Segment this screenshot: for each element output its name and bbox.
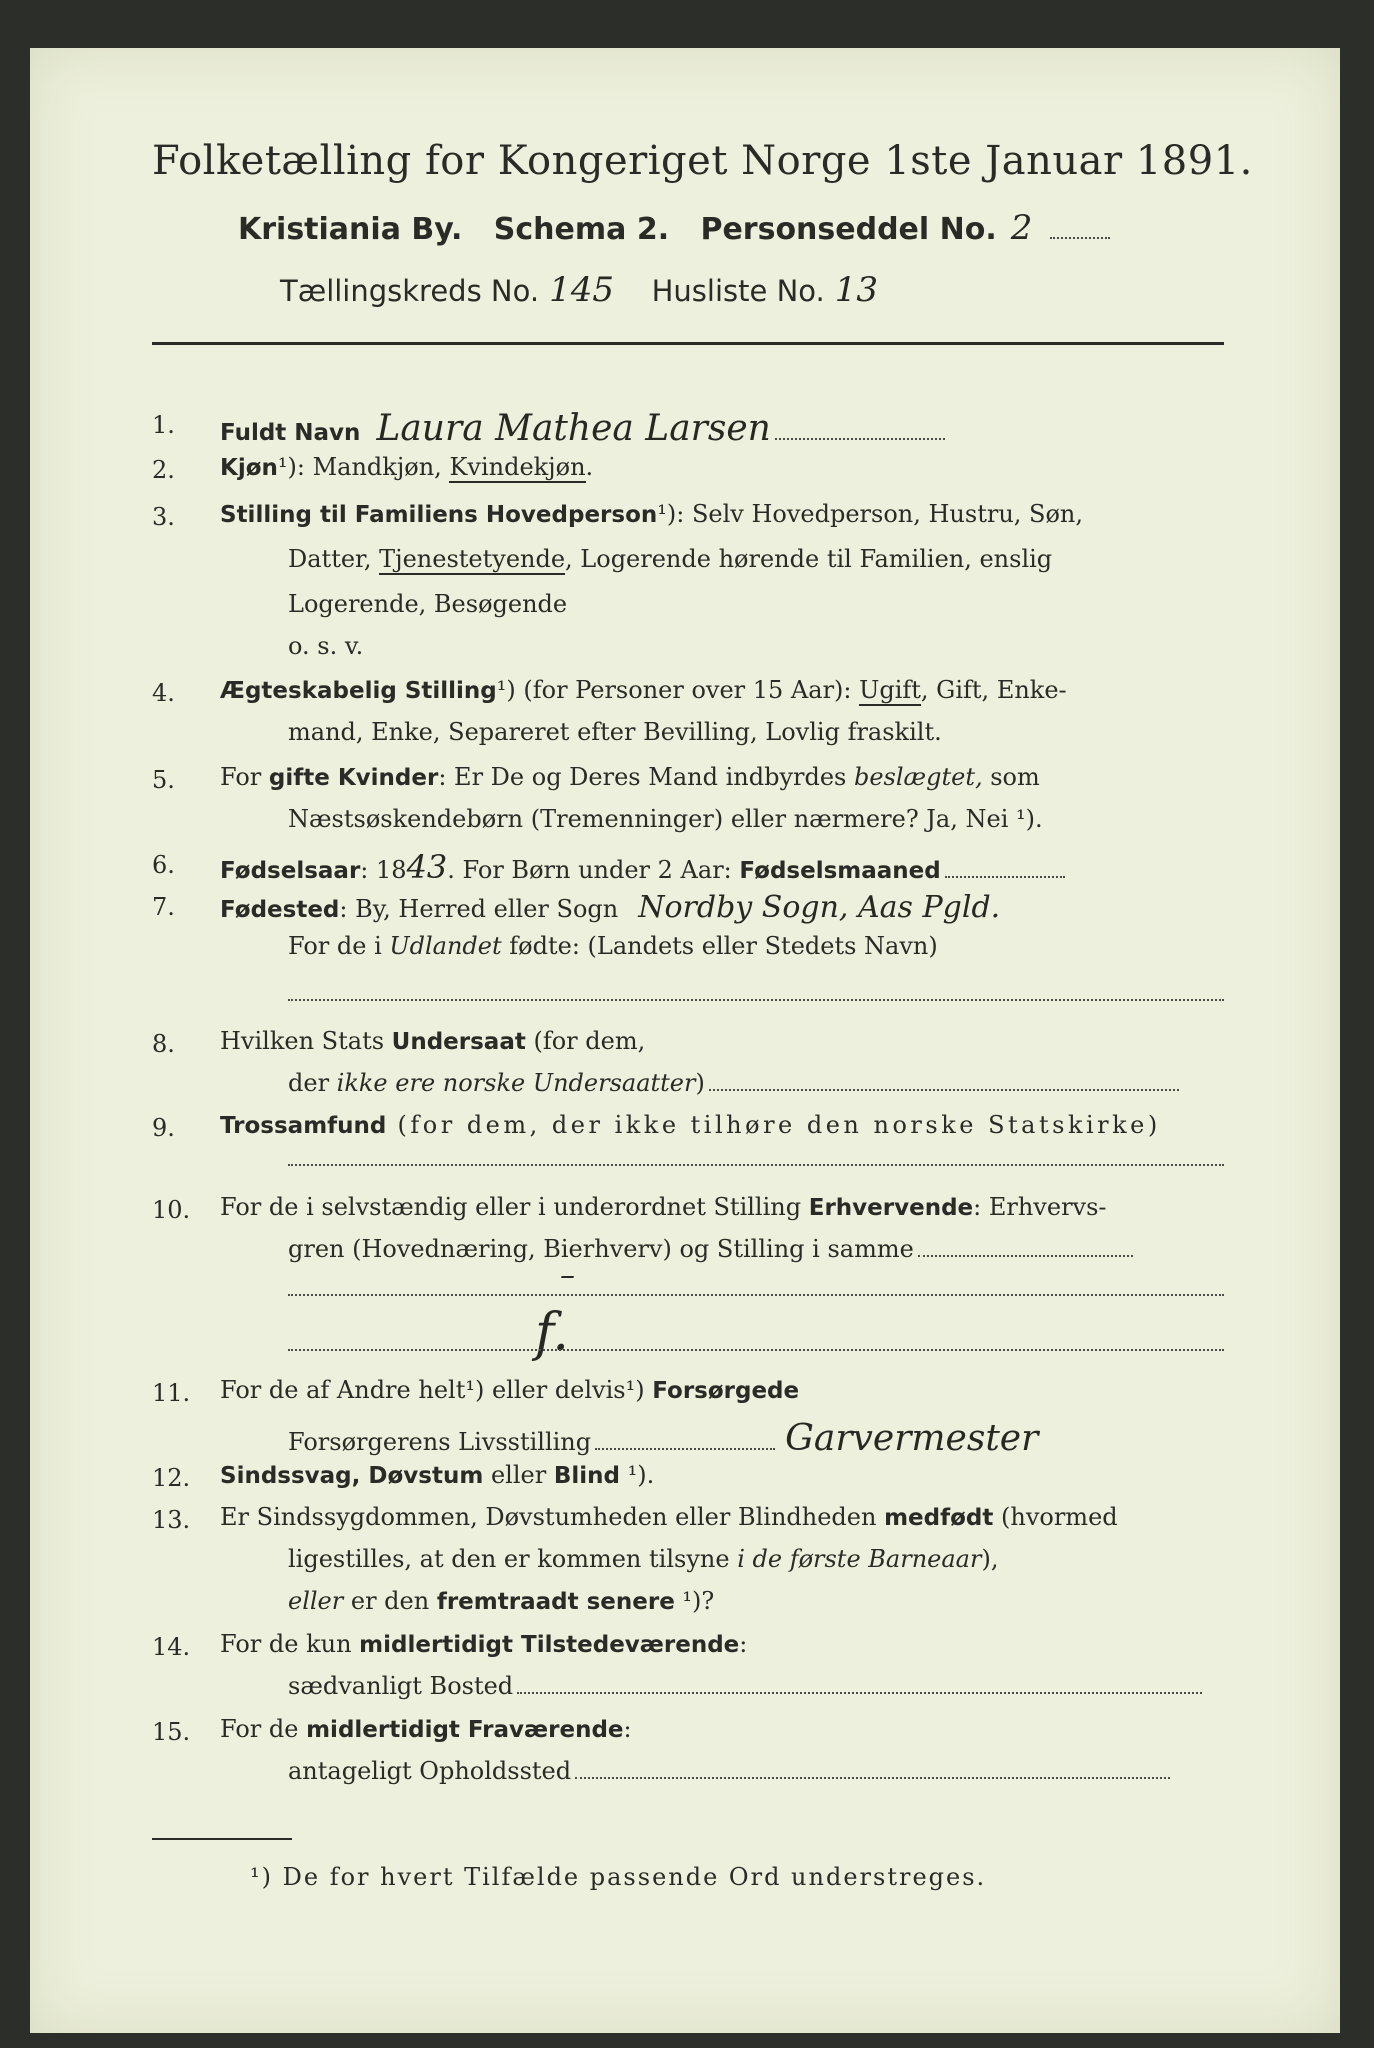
person-no-label: Personseddel No. [700, 212, 997, 247]
item-10-erhverv: For de i selvstændig eller i underordnet Stilling Erhvervende: Erhvervs- [220, 1193, 1107, 1221]
kreds-no-value: 145 [549, 270, 614, 310]
form-title: Folketælling for Kongeriget Norge 1ste Januar 1891. [152, 138, 1253, 184]
item-number: 15. [152, 1718, 191, 1746]
ugift-underlined: Ugift [859, 676, 921, 704]
tjenestetyende-underlined: Tjenestetyende [379, 545, 566, 573]
footnote-rule [152, 1838, 292, 1840]
item-number: 1. [152, 411, 175, 439]
item-number: 7. [152, 893, 175, 921]
item-11-forsorgede: For de af Andre helt¹) eller delvis¹) Forsørgede [220, 1376, 800, 1404]
item-number: 8. [152, 1030, 175, 1058]
item-2-kjon: Kjøn¹): Mandkjøn, Kvindekjøn. [220, 453, 594, 481]
fuldt-navn-label: Fuldt Navn [220, 420, 361, 446]
fodselsaar-value: 43 [406, 848, 448, 886]
kreds-line [280, 270, 888, 310]
dotted-answer-line [288, 1293, 1224, 1296]
fuldt-navn-value: Laura Mathea Larsen [376, 408, 771, 449]
city-label: Kristiania By. [238, 212, 463, 247]
item-8-undersaat: Hvilken Stats Undersaat (for dem, [220, 1027, 646, 1055]
kvindekjon-underlined: Kvindekjøn [449, 453, 586, 481]
item-9-trossamfund: Trossamfund (for dem, der ikke tilhøre den norske Statskirke) [220, 1111, 1161, 1139]
erhverv-value: f. [535, 1303, 569, 1363]
item-number: 3. [152, 503, 175, 531]
item-13-medfodt: Er Sindssygdommen, Døvstumheden eller Blindheden medfødt (hvormed [220, 1503, 1118, 1531]
item-number: 2. [152, 456, 175, 484]
item-number: 5. [152, 766, 175, 794]
subtitle-line [238, 208, 1110, 248]
header-rule [152, 342, 1224, 345]
item-4-aegteskab: Ægteskabelig Stilling¹) (for Personer over 15 Aar): Ugift, Gift, Enke- [220, 676, 1067, 704]
item-number: 13. [152, 1506, 191, 1534]
item-7-fodested: Fødested: By, Herred eller Sogn Nordby Sogn, Aas Pgld. [220, 890, 1001, 925]
footnote: ¹) De for hvert Tilfælde passende Ord understreges. [250, 1863, 987, 1891]
item-number: 10. [152, 1196, 191, 1224]
item-number: 6. [152, 851, 175, 879]
census-form-page: Folketælling for Kongeriget Norge 1ste Januar 1891. Kristiania By. Schema 2. Personseddel No. 2 Tællingskreds No. 145 Husliste No. 13 1. Fuldt Navn Laura Mathea Larsen 2. Kjøn¹): Mandkjøn, Kvindekjøn. 3. Stilling til Familiens Hovedperson¹): Selv Hovedperson, Hustru, Søn, Datter, Tjenestetyende, Logerende hørende til Familien, enslig Logerende, Besøgende o. s. v. 4. Ægteskabelig Stilling¹) (for Personer over 15 Aar): Ugift, Gift, Enke- mand, Enke, Separeret efter Bevilling, Lovlig fraskilt. 5. For gifte Kvinder: Er De og Deres Mand indbyrdes beslægtet, som Næstsøskendebørn (Tremenninger) eller nærmere? Ja, Nei ¹). 6. Fødselsaar: 1843. For Børn under 2 Aar: Fødselsmaaned 7. Fødested: By, Herred eller Sogn Nordby Sogn, Aas Pgld. For de i Udlandet fødte: (Landets eller Stedets Navn) 8. Hvilken Stats Undersaat (for dem, der ikke ere norske Undersaatter) 9. Trossamfund (for dem, der ikke tilhøre den norske Statskirke) 10. For de i selvstændig eller i underordnet Stilling Erhvervende: Erhvervs- gren (Hovednæring, Bierhverv) og Stilling i samme – f. 11. For de af Andre helt¹) eller delvis¹) Forsørgede Forsørgerens Livsstilling Garvermester 12. Sindssvag, Døvstum eller Blind ¹). 13. Er Sindssygdommen, Døvstumheden eller Blindheden medfødt (hvormed ligestilles, at den er kommen tilsyne i de første Barneaar), eller er den fremtraadt senere ¹)? 14. For de kun midlertidigt Tilstedeværende: sædvanligt Bosted 15. For de midlertidigt Fraværende: antageligt Opholdssted ¹) De for hvert Tilfælde passende Ord understreges. [30, 48, 1340, 2033]
dotted-answer-line [288, 1163, 1224, 1166]
dotted-answer-line [288, 1348, 1224, 1351]
person-no-value: 2 [1010, 208, 1033, 248]
item-number: 12. [152, 1464, 191, 1492]
husliste-no-value: 13 [834, 270, 878, 310]
item-15-fravaerende: For de midlertidigt Fraværende: [220, 1715, 632, 1743]
item-number: 4. [152, 679, 175, 707]
item-number: 14. [152, 1633, 191, 1661]
item-number: 11. [152, 1379, 191, 1407]
item-5-gifte-kvinder: For gifte Kvinder: Er De og Deres Mand indbyrdes beslægtet, som [220, 763, 1040, 791]
item-12-sindssvag: Sindssvag, Døvstum eller Blind ¹). [220, 1461, 655, 1489]
item-3-stilling: Stilling til Familiens Hovedperson¹): Selv Hovedperson, Hustru, Søn, [220, 500, 1084, 528]
item-number: 9. [152, 1114, 175, 1142]
forsorger-value: Garvermester [785, 1418, 1039, 1459]
kreds-label: Tællingskreds No. [280, 274, 540, 308]
erhverv-dash: – [560, 1258, 575, 1293]
item-1-fuldt-navn [220, 408, 945, 449]
item-14-tilstedevaerende: For de kun midlertidigt Tilstedeværende: [220, 1630, 748, 1658]
husliste-label: Husliste No. [651, 274, 825, 308]
fodested-value: Nordby Sogn, Aas Pgld. [638, 890, 1001, 925]
schema-label: Schema 2. [493, 212, 670, 247]
dotted-answer-line [288, 998, 1224, 1001]
item-6-fodselsaar: Fødselsaar: 1843. For Børn under 2 Aar: Fødselsmaaned [220, 848, 1065, 886]
